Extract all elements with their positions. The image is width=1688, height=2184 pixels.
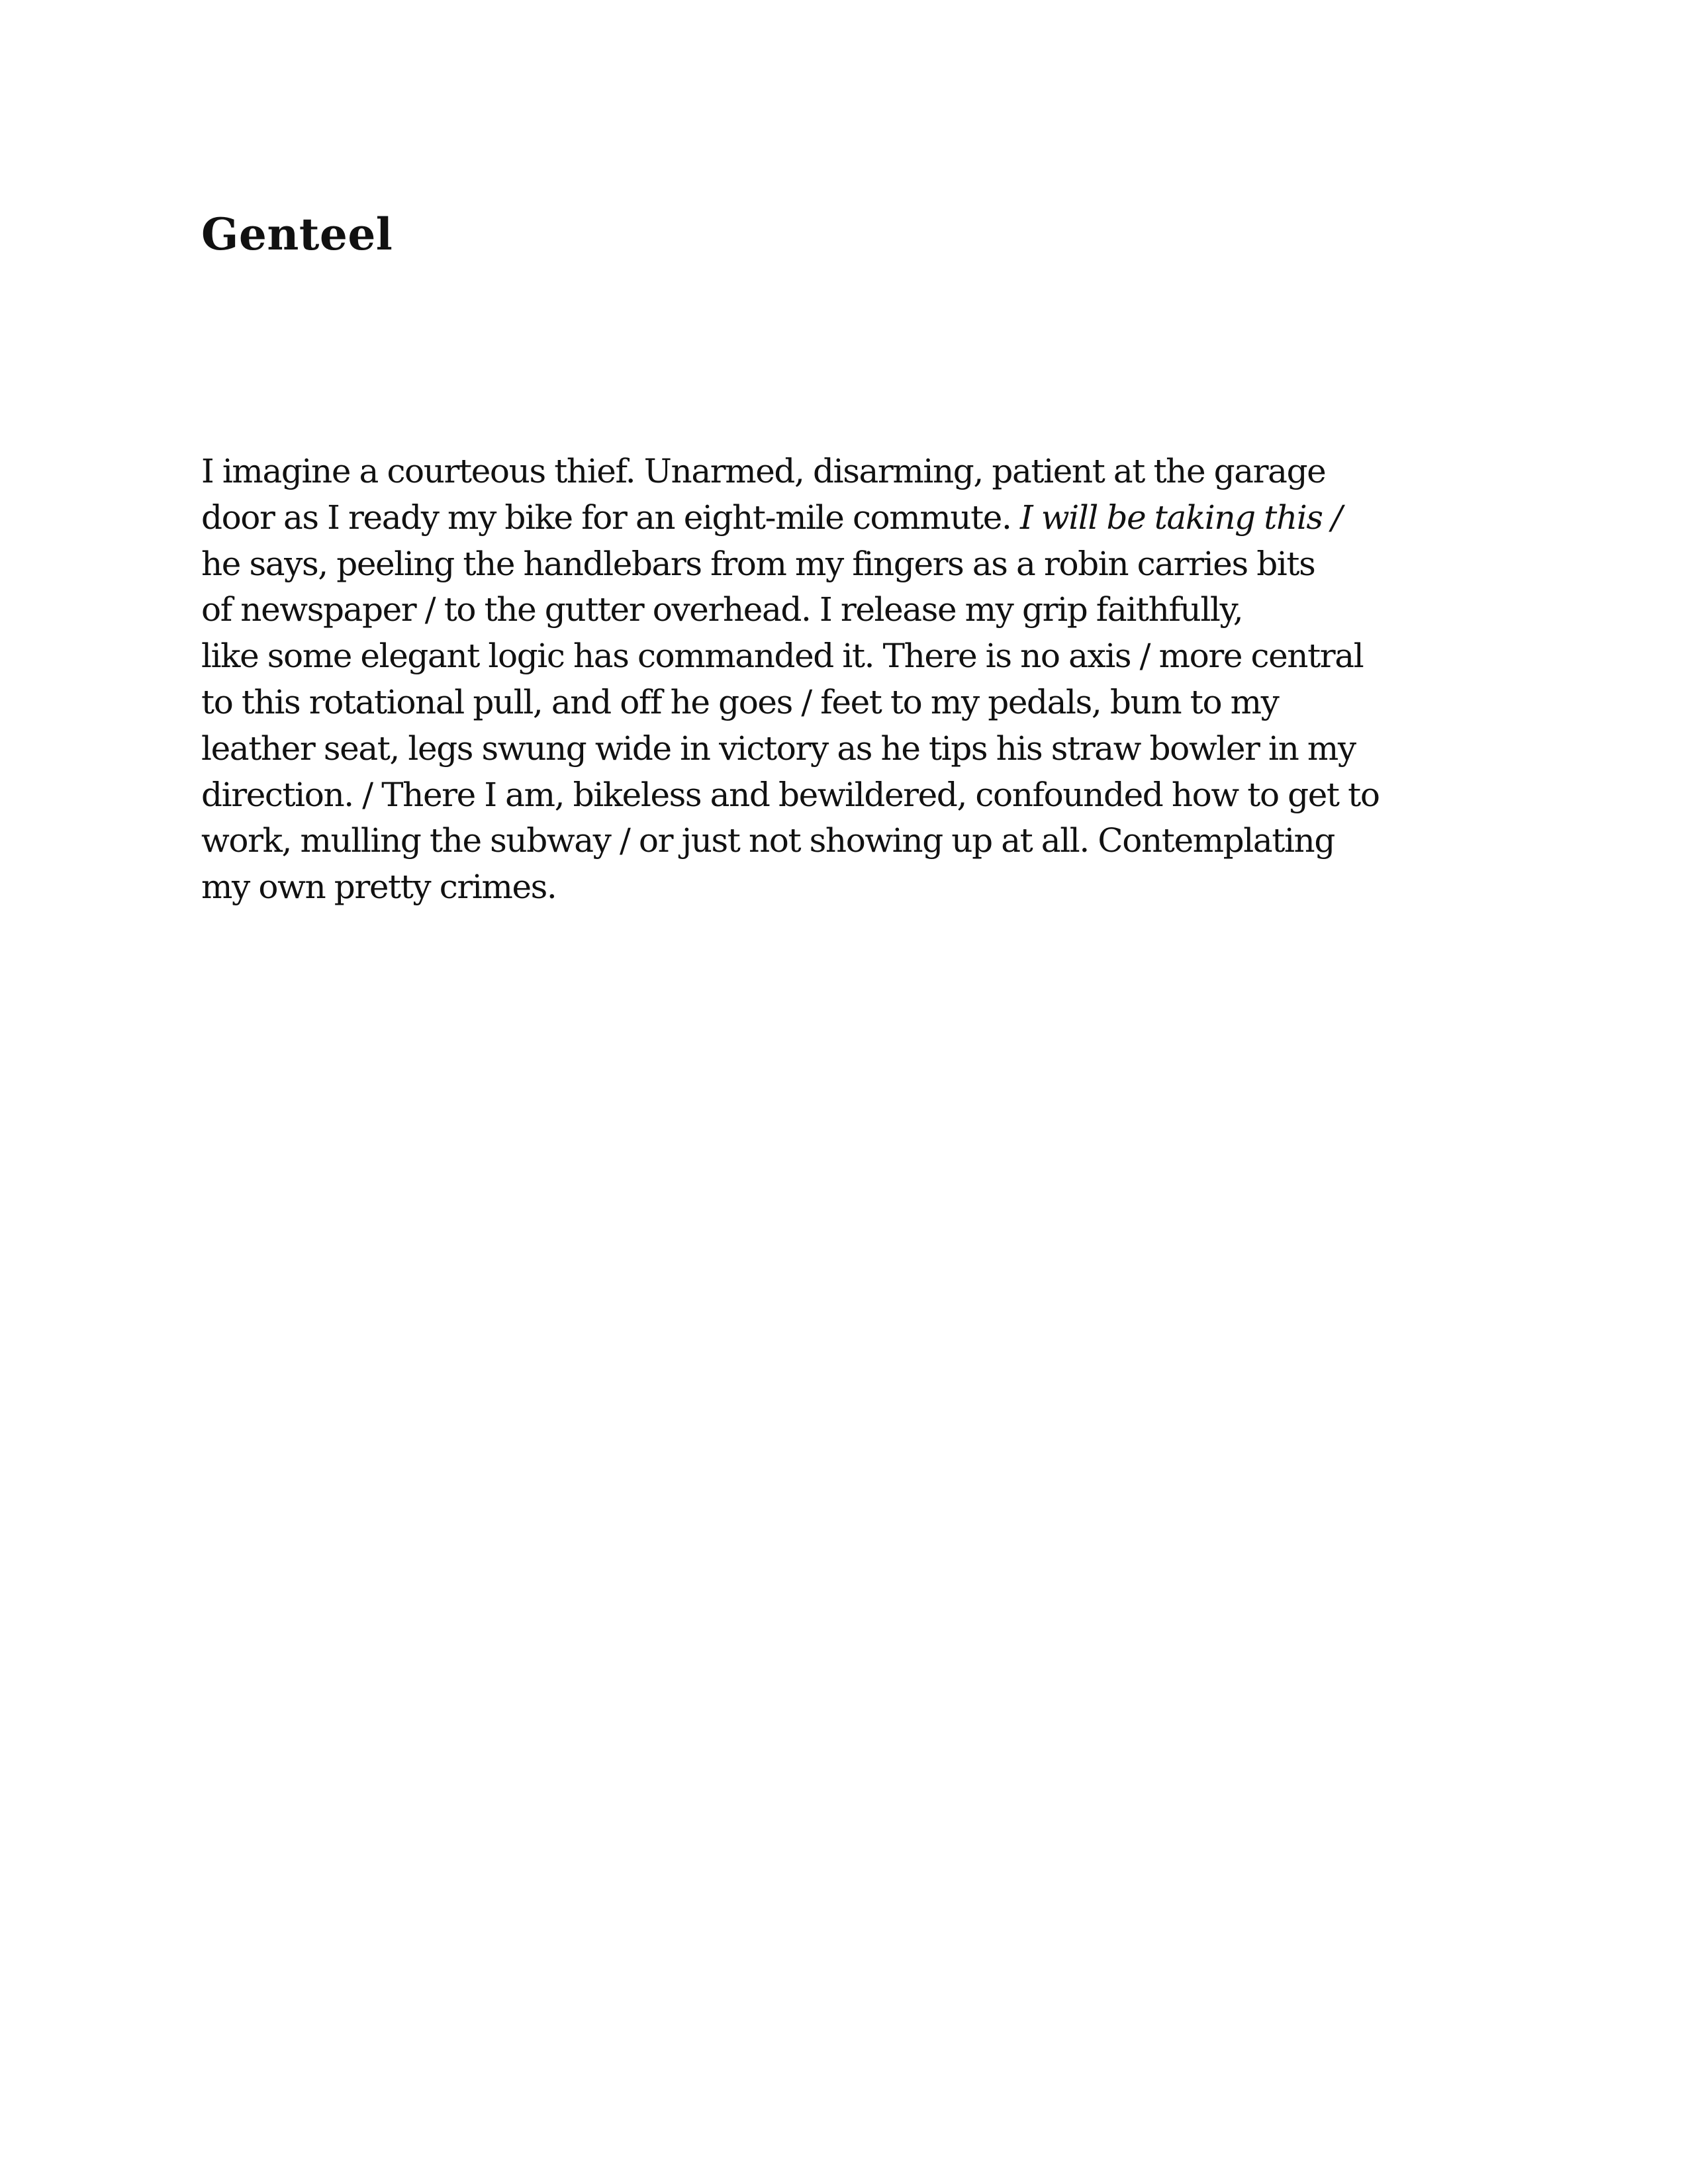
poem-line-text: direction. / There I am, bikeless and bewildered, confounded how to get to — [201, 775, 1380, 814]
poem-line-text: to this rotational pull, and off he goes / feet to my pedals, bum to my — [201, 682, 1279, 721]
poem-line — [201, 587, 1525, 633]
poem-line — [201, 541, 1525, 588]
poem-line — [201, 772, 1525, 819]
poem-line-italic-text: I will be taking this / — [1019, 498, 1342, 537]
poem-line — [201, 864, 1525, 911]
poem-line — [201, 818, 1525, 864]
poem-line-text: I imagine a courteous thief. Unarmed, disarming, patient at the garage — [201, 452, 1326, 490]
poem-line — [201, 449, 1525, 495]
poem-line — [201, 680, 1525, 726]
poem-line — [201, 495, 1525, 541]
poem-line-text: work, mulling the subway / or just not showing up at all. Contemplating — [201, 821, 1335, 860]
poem-line-text: like some elegant logic has commanded it. There is no axis / more central — [201, 637, 1364, 676]
poem-line — [201, 633, 1525, 680]
poem-line-text: door as I ready my bike for an eight-mile commute. — [201, 498, 1020, 537]
poem-title: Genteel — [201, 208, 393, 260]
poem-body — [201, 449, 1525, 911]
poem-line-text: of newspaper / to the gutter overhead. I release my grip faithfully, — [201, 590, 1243, 629]
poem-line-text: my own pretty crimes. — [201, 868, 557, 907]
poem-line-text: he says, peeling the handlebars from my fingers as a robin carries bits — [201, 544, 1315, 583]
poem-line-text: leather seat, legs swung wide in victory as he tips his straw bowler in my — [201, 729, 1356, 768]
poem-line — [201, 726, 1525, 772]
